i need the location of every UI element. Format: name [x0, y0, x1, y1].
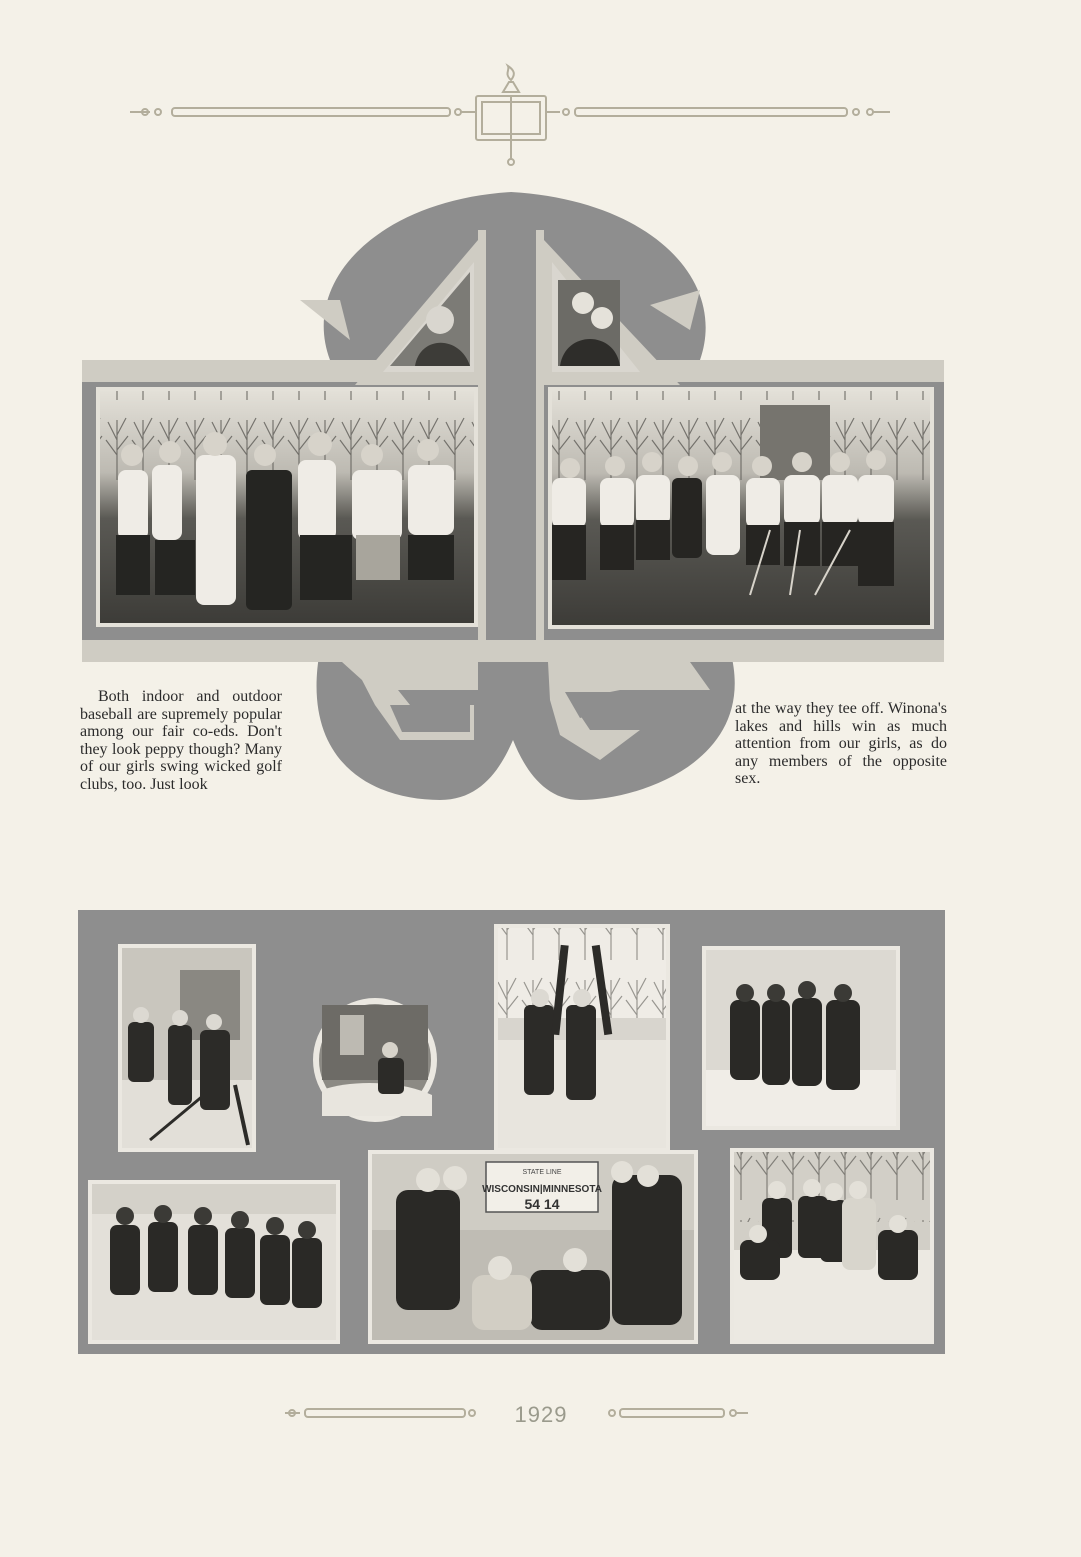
- sign-text-1: STATE LINE: [522, 1169, 562, 1176]
- right-caption: at the way they tee off. Winona's lakes and hills win as much attention from our girls, as do any members of the opposite sex.: [735, 700, 947, 787]
- footer-year: 1929: [514, 1402, 568, 1427]
- sign-text-3: 54 14: [524, 1196, 560, 1212]
- left-caption: Both indoor and outdoor baseball are supremely popular among our fair co-eds. Don't they look peppy though? Many of our girls swing wicked golf clubs, too. Just look: [80, 688, 282, 793]
- sign-text-2: WISCONSIN|MINNESOTA: [482, 1184, 602, 1195]
